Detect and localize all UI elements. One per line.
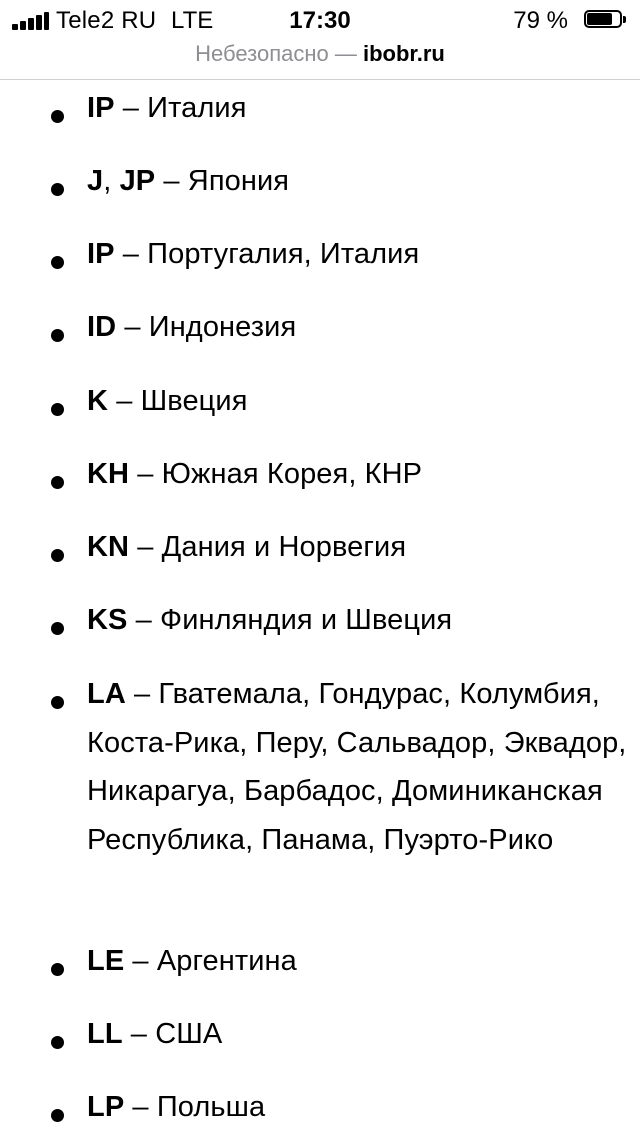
list-item-text xyxy=(87,230,627,279)
clock: 17:30 xyxy=(289,7,351,34)
list-item-text xyxy=(87,1083,627,1132)
battery-fill xyxy=(587,13,612,25)
battery-percent: 79 % xyxy=(513,7,568,34)
dash-separator: – xyxy=(124,1091,157,1123)
url-host: ibobr.ru xyxy=(362,41,445,66)
dash-separator: – xyxy=(114,92,148,124)
country-code: JP xyxy=(119,165,156,197)
bullet-icon xyxy=(51,476,64,489)
bullet-icon xyxy=(51,403,64,416)
country-names: Польша xyxy=(156,1091,266,1123)
bullet-icon xyxy=(51,549,64,562)
bullet-icon xyxy=(51,329,64,342)
dash-separator: – xyxy=(155,165,188,197)
list-item-text xyxy=(87,450,627,499)
list-item-text xyxy=(87,157,627,206)
country-code: LP xyxy=(87,1091,125,1123)
country-code: LL xyxy=(87,1018,123,1050)
page-content xyxy=(0,80,640,1136)
dash-separator: – xyxy=(129,531,162,563)
dash-separator: – xyxy=(127,604,161,636)
country-code: LA xyxy=(87,678,126,710)
country-names: США xyxy=(155,1018,223,1050)
bullet-icon xyxy=(51,110,64,123)
country-code: J xyxy=(87,165,104,197)
list-item-text xyxy=(87,303,627,352)
list-item-text xyxy=(87,84,627,133)
bullet-icon xyxy=(51,1109,64,1122)
battery-icon xyxy=(584,10,628,30)
list-item-text xyxy=(87,670,627,864)
dash-separator: – xyxy=(129,458,162,490)
code-separator: , xyxy=(103,165,120,197)
country-names: Гватемала, Гондурас, Колумбия, Коста-Рика, Перу, Сальвадор, Эквадор, Никарагуа, Барбадос, Доминиканская Республика, Панама, Пуэрто-Рико xyxy=(87,678,627,856)
list-item-text xyxy=(87,523,627,572)
country-code: KN xyxy=(87,531,130,563)
dash-separator: – xyxy=(122,1018,156,1050)
list-item-text xyxy=(87,937,627,986)
bullet-icon xyxy=(51,696,64,709)
carrier-name: Tele2 RU xyxy=(56,7,157,34)
country-code: IP xyxy=(87,92,115,124)
country-names: Дания и Норвегия xyxy=(161,531,407,563)
status-bar xyxy=(0,0,640,42)
bullet-icon xyxy=(51,1036,64,1049)
country-code: KH xyxy=(87,458,130,490)
dash-separator: – xyxy=(124,945,157,977)
bullet-icon xyxy=(51,622,64,635)
security-warning: Небезопасно — xyxy=(195,41,363,66)
list-item-text xyxy=(87,1010,627,1059)
bullet-icon xyxy=(51,963,64,976)
country-names: Финляндия и Швеция xyxy=(160,604,453,636)
country-names: Португалия, Италия xyxy=(147,238,420,270)
country-code: IP xyxy=(87,238,115,270)
dash-separator: – xyxy=(116,311,149,343)
country-names: Южная Корея, КНР xyxy=(161,458,423,490)
country-code: LE xyxy=(87,945,125,977)
dash-separator: – xyxy=(114,238,148,270)
dash-separator: – xyxy=(125,678,159,710)
list-item-text xyxy=(87,377,627,426)
dash-separator: – xyxy=(108,385,141,417)
country-code: KS xyxy=(87,604,128,636)
address-bar[interactable] xyxy=(0,38,640,74)
country-names: Швеция xyxy=(140,385,248,417)
list-item-text xyxy=(87,596,627,645)
country-names: Италия xyxy=(147,92,247,124)
country-names: Индонезия xyxy=(148,311,297,343)
country-names: Япония xyxy=(187,165,290,197)
bullet-icon xyxy=(51,183,64,196)
country-code: ID xyxy=(87,311,117,343)
bullet-icon xyxy=(51,256,64,269)
network-type: LTE xyxy=(171,7,214,34)
country-names: Аргентина xyxy=(156,945,297,977)
country-code: K xyxy=(87,385,109,417)
